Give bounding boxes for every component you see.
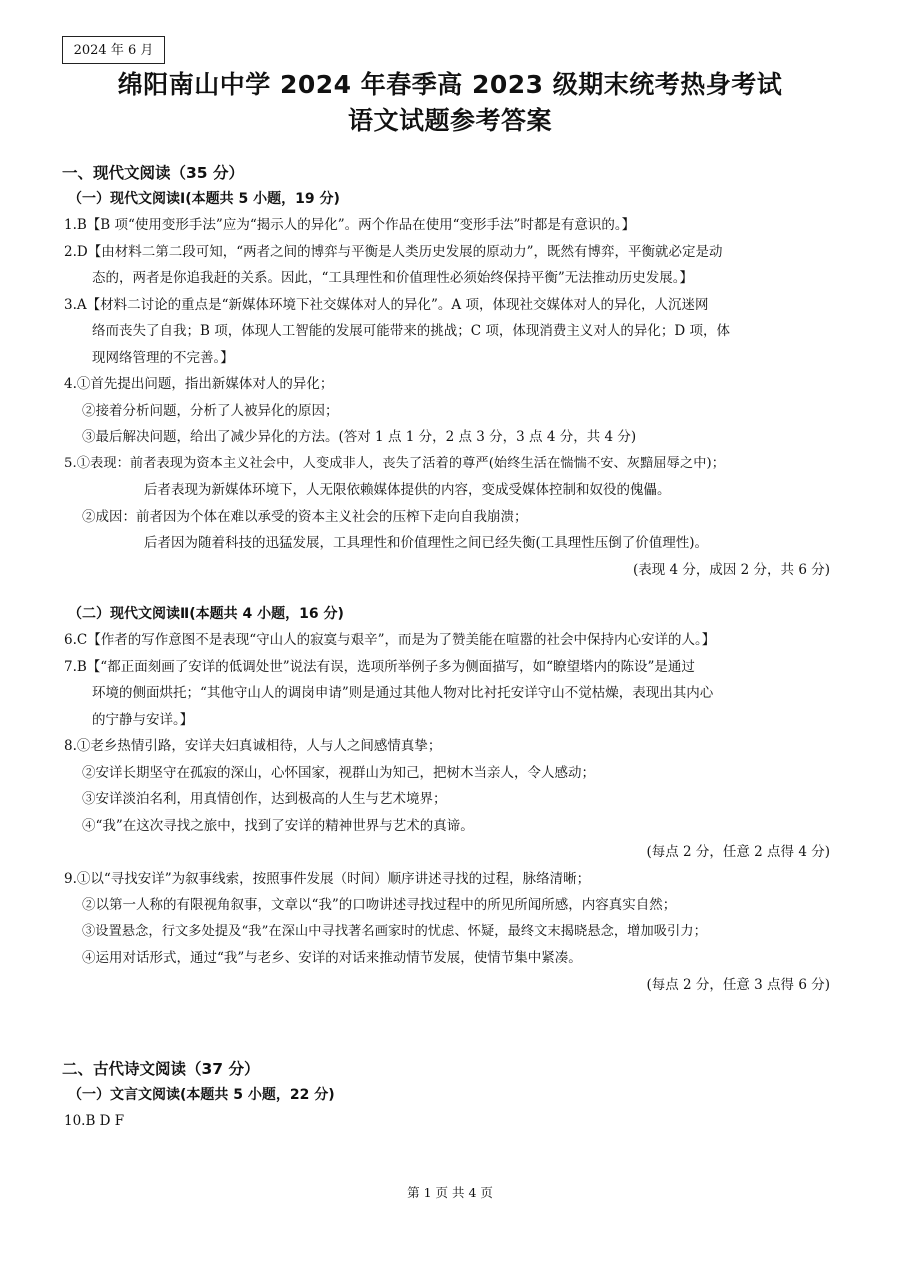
answer-line: 9.①以“寻找安详”为叙事线索，按照事件发展（时间）顺序讲述寻找的过程，脉络清晰； — [64, 870, 591, 887]
answer-line: 3.A【材料二讨论的重点是“新媒体环境下社交媒体对人的异化”。A 项，体现社交媒体对人的异化，人沉迷网 — [64, 296, 709, 313]
section-heading-2: 二、古代诗文阅读（37 分） — [62, 1060, 260, 1078]
answer-line: 态的，两者是你追我赶的关系。因此，“工具理性和价值理性必须始终保持平衡”无法推动历史发展。】 — [92, 270, 694, 286]
date-box: 2024 年 6 月 — [62, 36, 165, 64]
answer-line: ②以第一人称的有限视角叙事，文章以“我”的口吻讲述寻找过程中的所见所闻所感，内容真实自然； — [82, 897, 677, 913]
answer-line: 后者因为随着科技的迅猛发展，工具理性和价值理性之间已经失衡(工具理性压倒了价值理性)。 — [144, 535, 709, 551]
answer-line: 8.①老乡热情引路，安详夫妇真诚相待，人与人之间感情真挚； — [64, 738, 442, 754]
answer-line: ③最后解决问题，给出了减少异化的方法。(答对 1 点 1 分，2 点 3 分，3 点 4 分，共 4 分) — [82, 429, 637, 445]
subsection-heading: （二）现代文阅读Ⅱ(本题共 4 小题，16 分) — [68, 606, 344, 622]
answer-line: 2.D【由材料二第二段可知，“两者之间的博弈与平衡是人类历史发展的原动力”，既然有博弈，平衡就必定是动 — [64, 243, 723, 260]
answer-line: ②安详长期坚守在孤寂的深山，心怀国家，视群山为知己，把树木当亲人，令人感动； — [82, 764, 595, 781]
score-note: (表现 4 分，成因 2 分，共 6 分) — [632, 561, 830, 578]
answer-line: ④“我”在这次寻找之旅中，找到了安详的精神世界与艺术的真谛。 — [82, 817, 474, 834]
score-note: (每点 2 分，任意 3 点得 6 分) — [646, 976, 830, 993]
answer-line: 的宁静与安详。】 — [92, 711, 194, 728]
answer-line: 10.B D F — [64, 1113, 125, 1129]
answer-body — [62, 160, 840, 1135]
answer-line: 1.B【B 项“使用变形手法”应为“揭示人的异化”。两个作品在使用“变形手法”时都是有意识的。】 — [64, 217, 636, 233]
subsection-heading: （一）现代文阅读Ⅰ(本题共 5 小题，19 分) — [68, 191, 340, 207]
answer-line: ③设置悬念，行文多处提及“我”在深山中寻找著名画家时的忧虑、怀疑，最终文末揭晓悬念，增加吸引力； — [82, 923, 707, 939]
page-footer: 第 1 页 共 4 页 — [407, 1185, 493, 1200]
answer-line: ③安详淡泊名利，用真情创作，达到极高的人生与艺术境界； — [82, 791, 447, 807]
answer-line: 络而丧失了自我；B 项，体现人工智能的发展可能带来的挑战；C 项，体现消费主义对人的异化；D 项，体 — [92, 323, 730, 339]
score-note: (每点 2 分，任意 2 点得 4 分) — [646, 844, 830, 860]
subsection-heading: （一）文言文阅读(本题共 5 小题，22 分) — [68, 1087, 335, 1103]
answer-line: 6.C【作者的写作意图不是表现“守山人的寂寞与艰辛”，而是为了赞美能在喧嚣的社会中保持内心安详的人。】 — [64, 632, 716, 648]
answer-line: 5.①表现：前者表现为资本主义社会中，人变成非人，丧失了活着的尊严(始终生活在惴惴不安、灰黯屈辱之中)； — [64, 455, 726, 471]
page-title: 绵阳南山中学 2024 年春季高 2023 级期末统考热身考试 — [117, 70, 783, 99]
answer-line: ④运用对话形式，通过“我”与老乡、安详的对话来推动情节发展，使情节集中紧凑。 — [82, 950, 582, 966]
answer-line: 4.①首先提出问题，指出新媒体对人的异化； — [64, 376, 334, 392]
answer-line: 7.B【“都正面刻画了安详的低调处世”说法有误，选项所举例子多为侧面描写，如“瞭望塔内的陈设”是通过 — [64, 658, 695, 675]
answer-line: 后者表现为新媒体环境下，人无限依赖媒体提供的内容，变成受媒体控制和奴役的傀儡。 — [144, 482, 671, 498]
answer-line: ②接着分析问题，分析了人被异化的原因； — [82, 402, 339, 419]
answer-line: 现网络管理的不完善。】 — [92, 349, 234, 366]
answer-line: ②成因：前者因为个体在难以承受的资本主义社会的压榨下走向自我崩溃； — [82, 508, 528, 525]
page-subtitle: 语文试题参考答案 — [347, 106, 552, 135]
section-heading-1: 一、现代文阅读（35 分） — [62, 164, 244, 182]
answer-line: 环境的侧面烘托；“其他守山人的调岗申请”则是通过其他人物对比衬托安详守山不觉枯燥，表现出其内心 — [92, 685, 714, 701]
